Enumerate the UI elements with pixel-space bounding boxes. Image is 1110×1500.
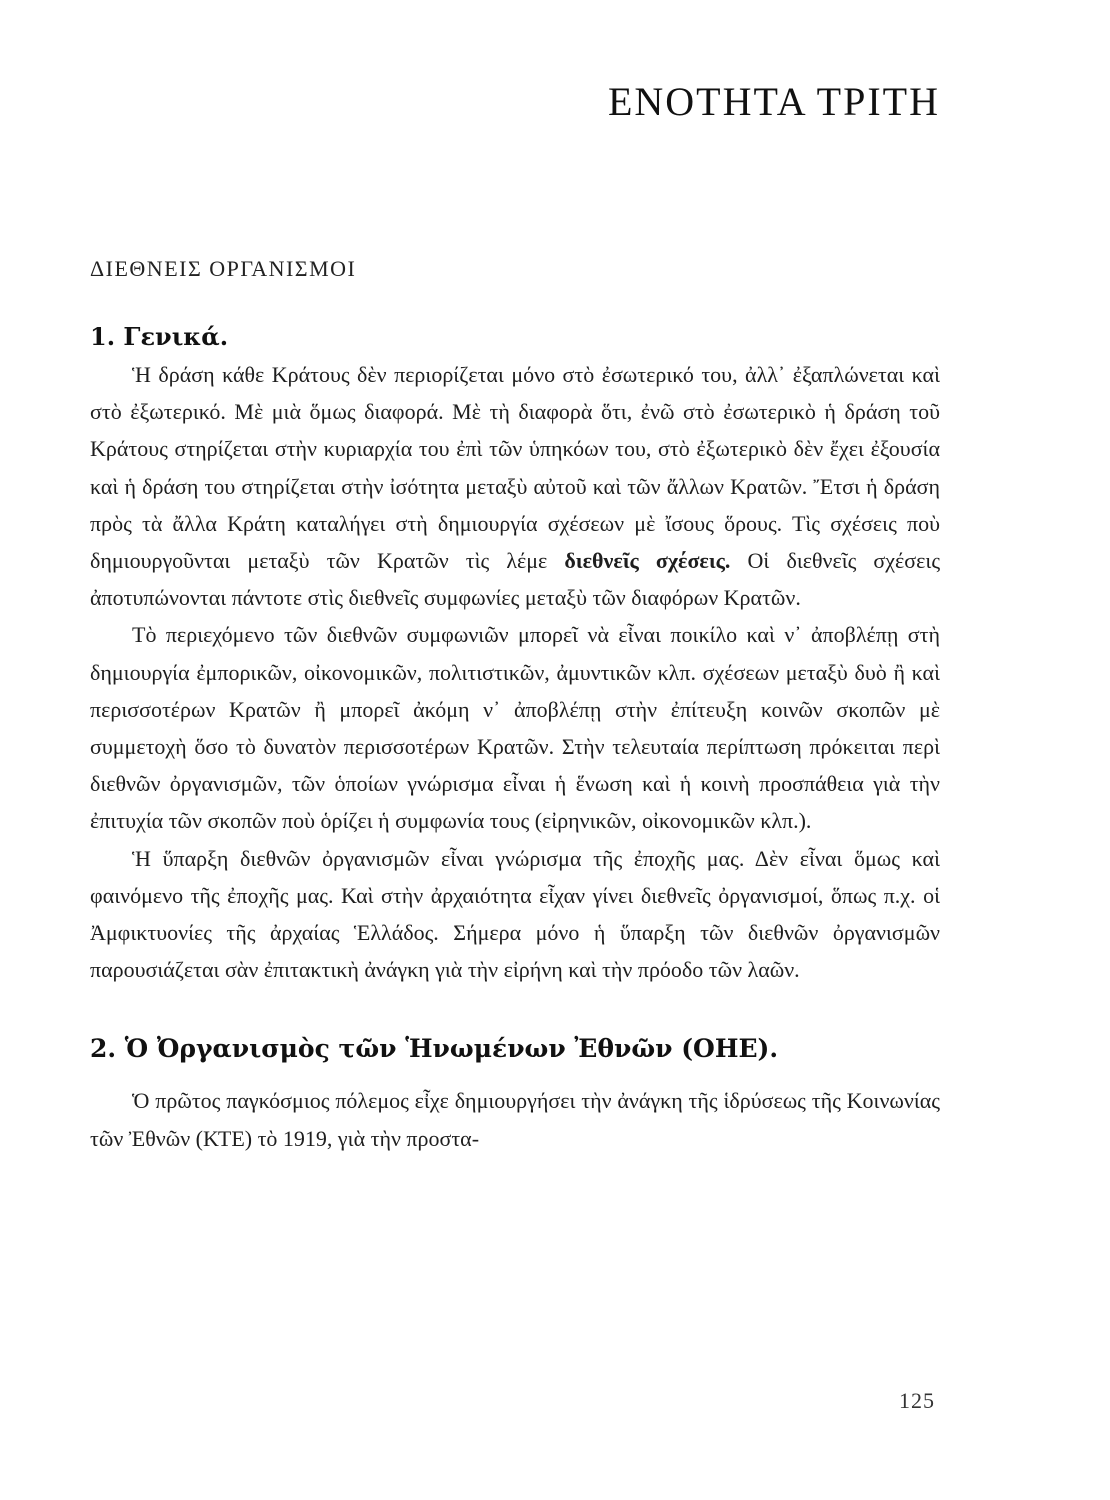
page-number: 125 bbox=[899, 1388, 935, 1413]
paragraph-3: Ἡ ὕπαρξη διεθνῶν ὀργανισμῶν εἶναι γνώρισμα τῆς ἐποχῆς μας. Δὲν εἶναι ὅμως καὶ φαινόμενο τῆς ἐποχῆς μας. Καὶ στὴν ἀρχαιότητα εἶχαν γίνει διεθνεῖς ὀργανισμοί, ὅπως π.χ. οἱ Ἀμφικτυονίες τῆς ἀρχαίας Ἑλλάδος. Σήμερα μόνο ἡ ὕπαρξη τῶν διεθνῶν ὀργανισμῶν παρουσιάζεται σὰν ἐπιτακτικὴ ἀνάγκη γιὰ τὴν εἰρήνη καὶ τὴν πρόοδο τῶν λαῶν. bbox=[90, 845, 940, 983]
subsection-title-general: 1. Γενικά. bbox=[90, 322, 229, 351]
subsection-title-un: 2. Ὁ Ὀργανισμὸς τῶν Ἡνωμένων Ἐθνῶν (ΟΗΕ). bbox=[90, 1034, 779, 1064]
paragraph-1-text-start: Ἡ δράση κάθε Κράτους δὲν περιορίζεται μόνο στὸ ἐσωτερικό του, ἀλλ᾽ ἐξαπλώνεται καὶ στὸ ἐξωτερικό. Μὲ μιὰ ὅμως διαφορά. Μὲ τὴ διαφορὰ ὅτι, ἐνῶ στὸ ἐσωτερικὸ ἡ δράση τοῦ Κράτους στηρίζεται στὴν κυριαρχία του ἐπὶ τῶν ὑπηκόων του, στὸ ἐξωτερικὸ δὲν ἔχει ἐξουσία καὶ ἡ δράση του στηρίζεται στὴν ἰσότητα μεταξὺ αὐτοῦ καὶ τῶν ἄλλων Κρατῶν. Ἔτσι ἡ δράση πρὸς τὰ ἄλλα Κράτη καταλήγει στὴ δημιουργία σχέσεων μὲ ἴσους ὅρους. Τὶς σχέσεις ποὺ δημιουργοῦνται μεταξὺ τῶν Κρατῶν τὶς λέμε bbox=[90, 362, 940, 574]
paragraph-1-text-end: Οἱ διεθνεῖς σχέσεις ἀποτυπώνονται πάντοτε στὶς διεθνεῖς συμφωνίες μεταξὺ τῶν διαφόρων Κρατῶν. bbox=[90, 548, 941, 611]
section-heading: ΔΙΕΘΝΕΙΣ ΟΡΓΑΝΙΣΜΟΙ bbox=[90, 256, 357, 281]
chapter-title: ΕΝΟΤΗΤΑ ΤΡΙΤΗ bbox=[607, 79, 940, 124]
page-body bbox=[90, 318, 940, 1157]
paragraph-1-bold-term: διεθνεῖς σχέσεις. bbox=[564, 548, 731, 574]
paragraph-2: Τὸ περιεχόμενο τῶν διεθνῶν συμφωνιῶν μπορεῖ νὰ εἶναι ποικίλο καὶ ν᾽ ἀποβλέπῃ στὴ δημιουργία ἐμπορικῶν, οἰκονομικῶν, πολιτιστικῶν, ἀμυντικῶν κλπ. σχέσεων μεταξὺ δυὸ ἢ καὶ περισσοτέρων Κρατῶν ἢ μπορεῖ ἀκόμη ν᾽ ἀποβλέπῃ στὴν ἐπίτευξη κοινῶν σκοπῶν μὲ συμμετοχὴ ὅσο τὸ δυνατὸν περισσοτέρων Κρατῶν. Στὴν τελευταία περίπτωση πρόκειται περὶ διεθνῶν ὀργανισμῶν, τῶν ὁποίων γνώρισμα εἶναι ἡ ἕνωση καὶ ἡ κοινὴ προσπάθεια γιὰ τὴν ἐπιτυχία τῶν σκοπῶν ποὺ ὁρίζει ἡ συμφωνία τους (εἰρηνικῶν, οἰκονομικῶν κλπ.). bbox=[90, 622, 940, 834]
paragraph-4: Ὁ πρῶτος παγκόσμιος πόλεμος εἶχε δημιουργήσει τὴν ἀνάγκη τῆς ἱδρύσεως τῆς Κοινωνίας τῶν Ἐθνῶν (ΚΤΕ) τὸ 1919, γιὰ τὴν προστα- bbox=[90, 1088, 940, 1151]
paragraph-1 bbox=[90, 356, 940, 616]
